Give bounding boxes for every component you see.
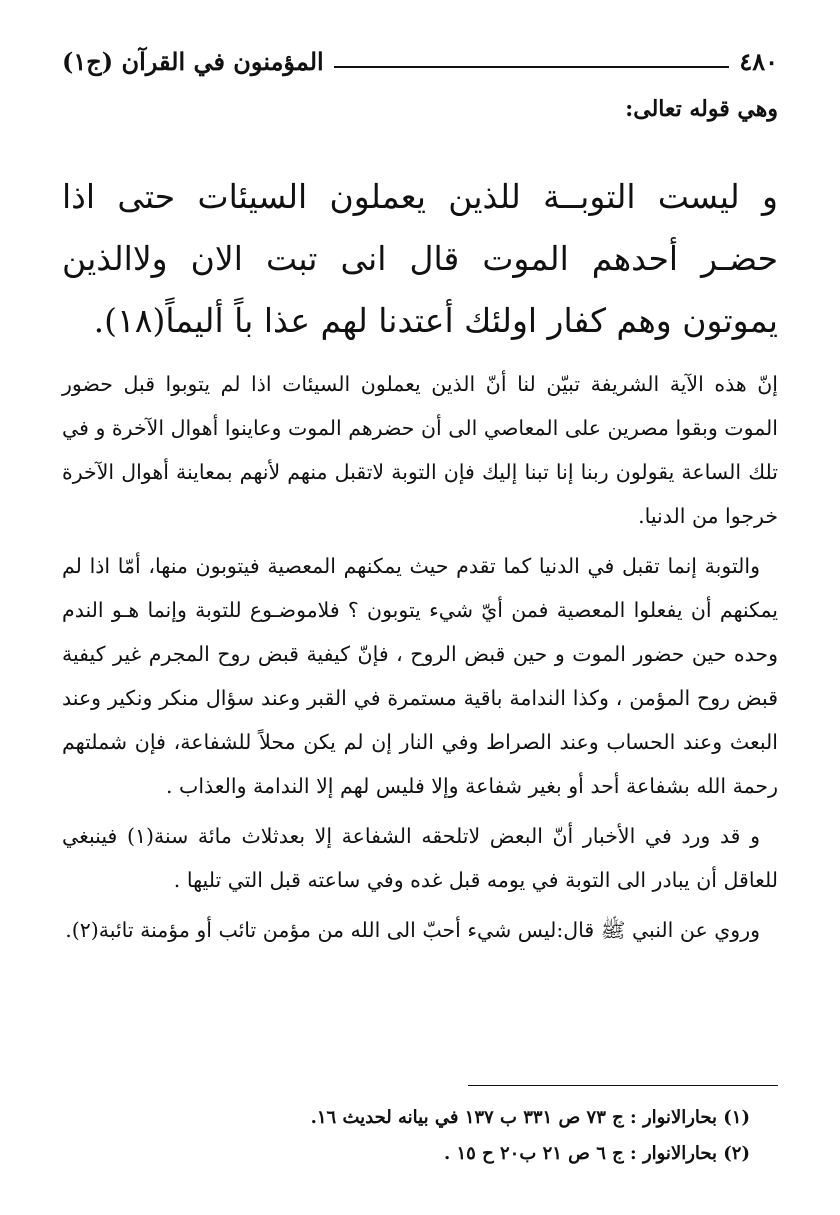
footnote-rule — [468, 1085, 778, 1086]
footnotes — [62, 1100, 778, 1172]
footnote: (١) بحارالانوار : ج ٧٣ ص ٣٣١ ب ١٣٧ في بيانه لحديث ١٦. — [310, 1107, 750, 1128]
quranic-verse: و ليست التوبــة للذين يعملون السيئات حتى اذا حضـر أحدهم الموت قال انى تبت الان ولاالذين يموتون وهم كفار اولئك أعتدنا لهم عذا باً أليماً(١٨). — [62, 177, 778, 340]
paragraph: والتوبة إنما تقبل في الدنيا كما تقدم حيث يمكنهم المعصية فيتوبون منها، أمّا اذا لم يمكنهم أن يفعلوا المعصية فمن أيّ شيء يتوبون ؟ فلاموضـوع للتوبة وإنما هـو الندم وحده حين حضور الموت و حين قبض الروح ، فإنّ كيفية قبض روح المجرم غير كيفية قبض روح المؤمن ، وكذا الندامة باقية مستمرة في القبر وعند سؤال منكر ونكير وعند البعث وعند الحساب وعند الصراط وفي النار إن لم يكن محلاً للشفاعة، فإن شملتهم رحمة الله بشفاعة أحد أو بغير شفاعة وإلا فليس لهم إلا الندامة والعذاب . — [62, 554, 778, 798]
header-rule — [334, 66, 730, 68]
paragraph: إنّ هذه الآية الشريفة تبيّن لنا أنّ الذين يعملون السيئات اذا لم يتوبوا قبل حضور الموت وبقوا مصرين على المعاصي الى أن حضرهم الموت وعاينوا أهوال الآخرة و في تلك الساعة يقولون ربنا إنا تبنا إليك فإن التوبة لاتقبل منهم لأنهم بمعاينة أهوال الآخرة خرجوا من الدنيا. — [62, 372, 778, 528]
book-title: المؤمنون في القرآن (ج١) — [62, 47, 324, 76]
paragraph: و قد ورد في الأخبار أنّ البعض لاتلحقه الشفاعة إلا بعدثلاث مائة سنة(١) فينبغي للعاقل أن يبادر الى التوبة في يومه قبل غده وفي ساعته قبل التي تليها . — [62, 824, 778, 892]
footnote: (٢) بحارالانوار : ج ٦ ص ٢١ ب٢٠ ح ١٥ . — [443, 1143, 750, 1164]
page-number: ٤٨٠ — [739, 47, 778, 76]
running-header — [62, 42, 778, 74]
body-text — [62, 362, 778, 952]
verse-intro: وهي قوله تعالى: — [625, 96, 778, 122]
paragraph: وروي عن النبي ﷺ قال:ليس شيء أحبّ الى الله من مؤمن تائب أو مؤمنة تائبة(٢). — [65, 918, 760, 942]
